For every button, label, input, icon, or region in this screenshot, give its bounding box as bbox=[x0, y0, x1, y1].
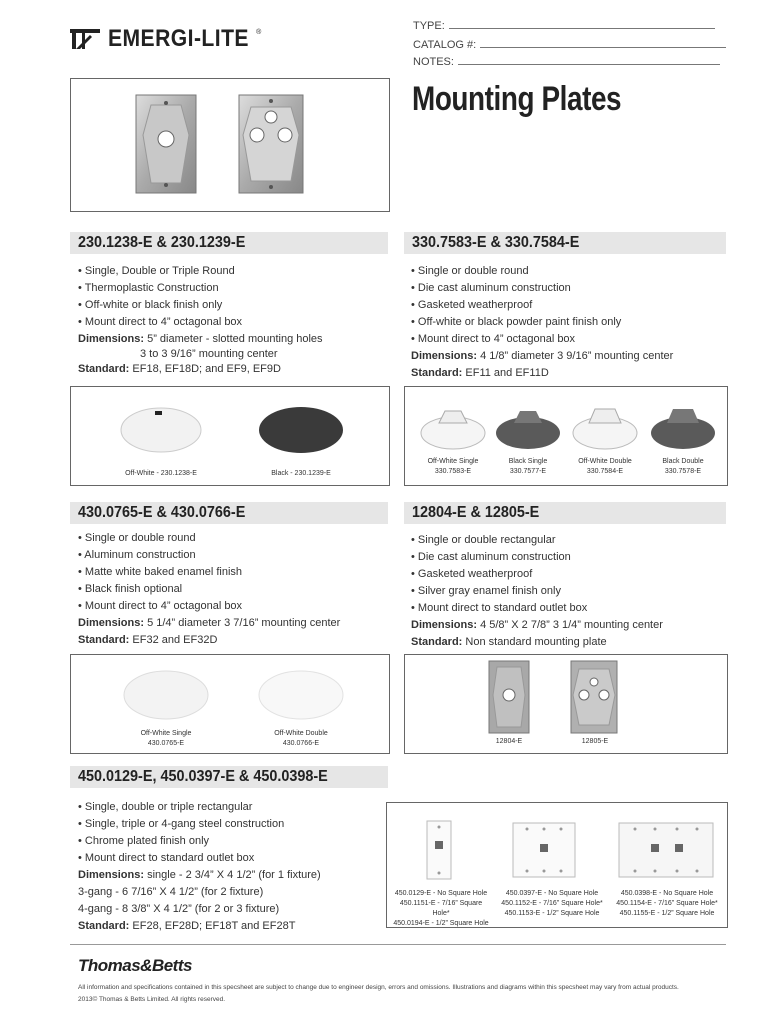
product-image-box bbox=[386, 802, 728, 928]
section-heading: 430.0765-E & 430.0766-E bbox=[70, 502, 388, 524]
bullet: • Chrome plated finish only bbox=[78, 835, 210, 847]
notes-field[interactable]: NOTES: bbox=[413, 56, 720, 68]
bullet: • Mount direct to standard outlet box bbox=[78, 852, 255, 864]
dimensions: Dimensions: 5” diameter - slotted mounting holes bbox=[78, 333, 323, 345]
bullet: • Thermoplastic Construction bbox=[78, 282, 219, 294]
dimensions: Dimensions: 5 1/4” diameter 3 7/16” mounting center bbox=[78, 617, 341, 629]
standard: Standard: EF18, EF18D; and EF9, EF9D bbox=[78, 363, 281, 375]
bullet: • Single, Double or Triple Round bbox=[78, 265, 235, 277]
bullet: • Gasketed weatherproof bbox=[411, 568, 533, 580]
product-image-box bbox=[70, 386, 390, 486]
dimensions: Dimensions: 4 1/8” diameter 3 9/16” mounting center bbox=[411, 350, 674, 362]
footer-divider bbox=[70, 944, 726, 945]
bullet: • Single, double or triple rectangular bbox=[78, 801, 253, 813]
caption: Black Double 330.7578-E bbox=[662, 458, 704, 475]
standard: Standard: EF32 and EF32D bbox=[78, 634, 218, 646]
bullet: • Mount direct to 4” octagonal box bbox=[411, 333, 576, 345]
bullet: • Matte white baked enamel finish bbox=[78, 566, 243, 578]
standard: Standard: EF11 and EF11D bbox=[411, 367, 549, 379]
copyright: 2013© Thomas & Betts Limited. All rights reserved. bbox=[78, 996, 226, 1003]
brand-name: EMERGI-LITE bbox=[108, 25, 249, 52]
section-heading: 12804-E & 12805-E bbox=[404, 502, 726, 524]
dimensions: Dimensions: 4 5/8” X 2 7/8” 3 1/4” mounting center bbox=[411, 619, 663, 631]
bullet: • Single or double round bbox=[78, 532, 196, 544]
section-details bbox=[78, 799, 321, 935]
dimensions-line: 3-gang - 6 7/16” X 4 1/2” (for 2 fixture) bbox=[78, 886, 264, 898]
section-details bbox=[78, 530, 340, 649]
bullet: • Mount direct to 4” octagonal box bbox=[78, 316, 243, 328]
caption: 12805-E bbox=[581, 738, 609, 745]
bullet: • Off-white or black powder paint finish only bbox=[411, 316, 622, 328]
bullet: • Black finish optional bbox=[78, 583, 183, 595]
caption: Off-White - 230.1238-E bbox=[125, 470, 197, 477]
bullet: • Mount direct to 4” octagonal box bbox=[78, 600, 243, 612]
section-details bbox=[78, 263, 323, 378]
footer-text bbox=[78, 982, 728, 1006]
caption: Off-White Double 430.0766-E bbox=[274, 730, 328, 747]
dimensions: Dimensions: single - 2 3/4” X 4 1/2” (for 1 fixture) bbox=[78, 869, 321, 881]
bullet: • Aluminum construction bbox=[78, 549, 196, 561]
emergi-lite-logo-icon bbox=[70, 27, 100, 51]
dimensions-line: 3 to 3 9/16” mounting center bbox=[140, 348, 278, 360]
caption: Black - 230.1239-E bbox=[271, 470, 331, 477]
product-image-box bbox=[404, 386, 728, 486]
footer-brand: Thomas&Betts bbox=[78, 956, 192, 975]
caption: 12804-E bbox=[495, 738, 523, 745]
caption: 450.0397-E - No Square Hole 450.1152-E - 7/16” Square Hole* 450.1153-E - 1/2” Square Hole bbox=[501, 890, 603, 917]
bullet: • Single, triple or 4-gang steel construction bbox=[78, 818, 285, 830]
caption: Off-White Single 430.0765-E bbox=[140, 730, 192, 747]
bullet: • Silver gray enamel finish only bbox=[411, 585, 561, 597]
bullet: • Off-white or black finish only bbox=[78, 299, 223, 311]
caption: 450.0398-E - No Square Hole 450.1154-E - 7/16” Square Hole* 450.1155-E - 1/2” Square Hole bbox=[616, 890, 718, 917]
section-details bbox=[411, 532, 663, 651]
section-heading: 450.0129-E, 450.0397-E & 450.0398-E bbox=[70, 766, 388, 788]
caption: Off-White Single 330.7583-E bbox=[427, 458, 479, 475]
product-image-box bbox=[70, 654, 390, 754]
section-details bbox=[411, 263, 673, 382]
hero-image bbox=[70, 78, 390, 212]
product-image-box bbox=[404, 654, 728, 754]
registered-mark: ® bbox=[256, 28, 262, 36]
caption: Black Single 330.7577-E bbox=[508, 458, 548, 475]
brand-logo bbox=[70, 24, 261, 54]
bullet: • Single or double round bbox=[411, 265, 529, 277]
bullet: • Die cast aluminum construction bbox=[411, 551, 571, 563]
section-heading: 230.1238-E & 230.1239-E bbox=[70, 232, 388, 254]
caption: 450.0129-E - No Square Hole 450.1151-E - 7/16” Square Hole* 450.0194-E - 1/2” Square Hole bbox=[393, 890, 489, 927]
caption: Off-White Double 330.7584-E bbox=[578, 458, 632, 475]
bullet: • Mount direct to standard outlet box bbox=[411, 602, 588, 614]
dimensions-line: 4-gang - 8 3/8” X 4 1/2” (for 2 or 3 fixture) bbox=[78, 903, 280, 915]
bullet: • Gasketed weatherproof bbox=[411, 299, 533, 311]
type-field[interactable]: TYPE: bbox=[413, 20, 715, 32]
catalog-field[interactable]: CATALOG #: bbox=[413, 39, 726, 51]
disclaimer: All information and specifications contained in this specsheet are subject to change due to engineer design, errors and omissions. Illustrations and diagrams within this specsheet may vary from actual products. bbox=[78, 984, 679, 991]
bullet: • Single or double rectangular bbox=[411, 534, 556, 546]
bullet: • Die cast aluminum construction bbox=[411, 282, 571, 294]
section-heading: 330.7583-E & 330.7584-E bbox=[404, 232, 726, 254]
page-title: Mounting Plates bbox=[412, 80, 622, 118]
standard: Standard: EF28, EF28D; EF18T and EF28T bbox=[78, 920, 296, 932]
standard: Standard: Non standard mounting plate bbox=[411, 636, 607, 648]
